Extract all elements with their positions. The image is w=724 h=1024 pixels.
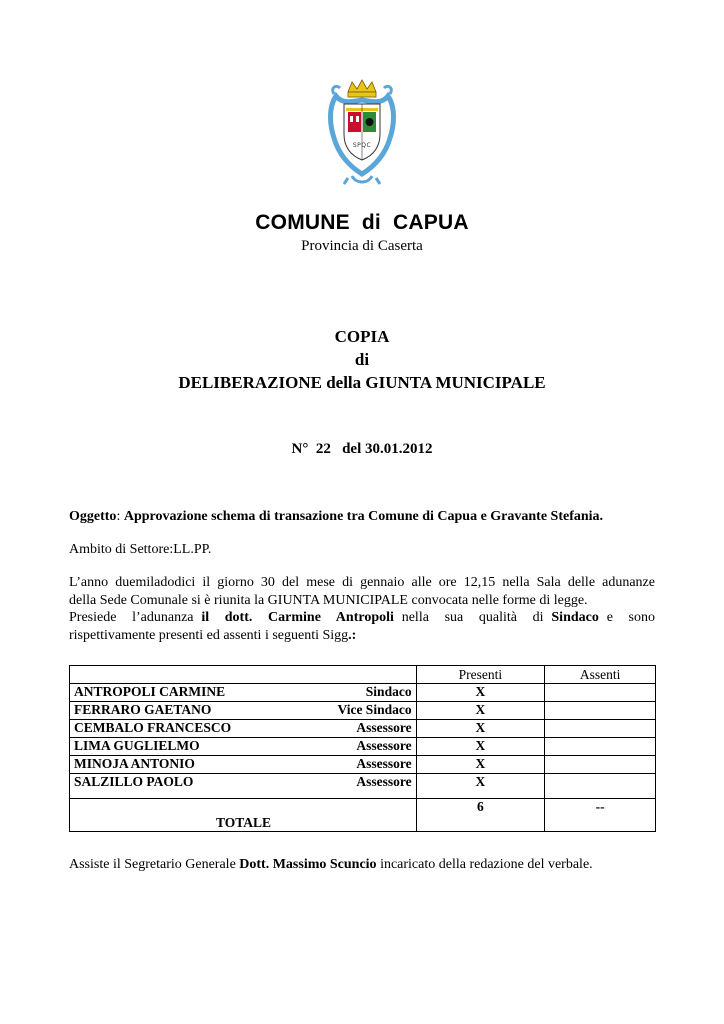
total-row (70, 799, 656, 832)
province-subtitle: Provincia di Caserta (301, 238, 423, 254)
attendance-intro: rispettivamente presenti ed assenti i seguenti Sigg (69, 627, 349, 643)
present-mark: X (416, 720, 545, 738)
sector-line: Ambito di Settore:LL.PP. (69, 542, 212, 557)
absent-mark (545, 756, 656, 774)
absent-mark (545, 738, 656, 756)
subject-separator: : (116, 509, 124, 524)
secretary-intro: Assiste il Segretario Generale (69, 857, 240, 872)
absent-mark (545, 684, 656, 702)
session-paragraph (69, 574, 655, 644)
header-blank (70, 666, 268, 684)
paragraph-line-1: L’anno duemiladodici il giorno 30 del mese di gennaio alle ore 12,15 nella Sala delle adunanze (69, 575, 655, 590)
member-role: Assessore (268, 720, 416, 738)
subject-label: Oggetto (69, 509, 117, 524)
present-mark: X (416, 756, 545, 774)
present-mark: X (416, 702, 545, 720)
attendance-table (69, 665, 656, 832)
member-role: Sindaco (268, 684, 416, 702)
coat-of-arms-icon (326, 78, 398, 186)
mayor-role: Sindaco (551, 610, 599, 625)
total-label: TOTALE (70, 799, 417, 832)
table-row (70, 702, 656, 720)
paragraph-line-4 (69, 627, 655, 645)
secretary-line (69, 857, 593, 873)
di-label: di (354, 350, 370, 369)
member-name: SALZILLO PAOLO (70, 774, 268, 799)
table-row (70, 756, 656, 774)
member-name: MINOJA ANTONIO (70, 756, 268, 774)
table-header-row (70, 666, 656, 684)
crest-motto: SPQC (352, 142, 372, 149)
attendance-colon: .: (348, 627, 357, 643)
absent-mark (545, 702, 656, 720)
paragraph-line-3 (69, 609, 655, 627)
header-blank-role (268, 666, 416, 684)
column-header-absent: Assenti (545, 666, 656, 684)
total-absent: -- (545, 799, 656, 832)
document-type-heading (0, 325, 724, 394)
paragraph-line-2: della Sede Comunale si è riunita la GIUNTA MUNICIPALE convocata nelle forme di legge. (69, 592, 588, 608)
member-name: FERRARO GAETANO (70, 702, 268, 720)
presides-text: Presiede l’adunanza (69, 610, 202, 625)
copy-label: COPIA (334, 327, 390, 346)
municipality-title: COMUNE di CAPUA (255, 211, 469, 234)
deliberation-number: N° 22 del 30.01.2012 (291, 441, 433, 457)
absent-mark (545, 774, 656, 799)
table-row (70, 774, 656, 799)
member-role: Assessore (268, 774, 416, 799)
subject-text: Approvazione schema di transazione tra Comune di Capua e Gravante Stefania. (123, 509, 604, 524)
member-role: Assessore (268, 756, 416, 774)
member-role: Assessore (268, 738, 416, 756)
table-row (70, 738, 656, 756)
present-mark: X (416, 738, 545, 756)
and-are-text: e sono (598, 610, 656, 625)
subject-line (69, 509, 603, 525)
present-mark: X (416, 774, 545, 799)
table-row (70, 684, 656, 702)
deliberation-label: DELIBERAZIONE della GIUNTA MUNICIPALE (178, 373, 546, 392)
present-mark: X (416, 684, 545, 702)
secretary-name: Dott. Massimo Scuncio (239, 857, 377, 872)
member-name: CEMBALO FRANCESCO (70, 720, 268, 738)
president-name: il dott. Carmine Antropoli (201, 610, 394, 625)
table-row (70, 720, 656, 738)
secretary-role-text: incaricato della redazione del verbale. (376, 857, 593, 872)
total-present: 6 (416, 799, 545, 832)
member-role: Vice Sindaco (268, 702, 416, 720)
member-name: ANTROPOLI CARMINE (70, 684, 268, 702)
member-name: LIMA GUGLIELMO (70, 738, 268, 756)
column-header-present: Presenti (416, 666, 545, 684)
absent-mark (545, 720, 656, 738)
quality-text: nella sua qualità di (393, 610, 552, 625)
